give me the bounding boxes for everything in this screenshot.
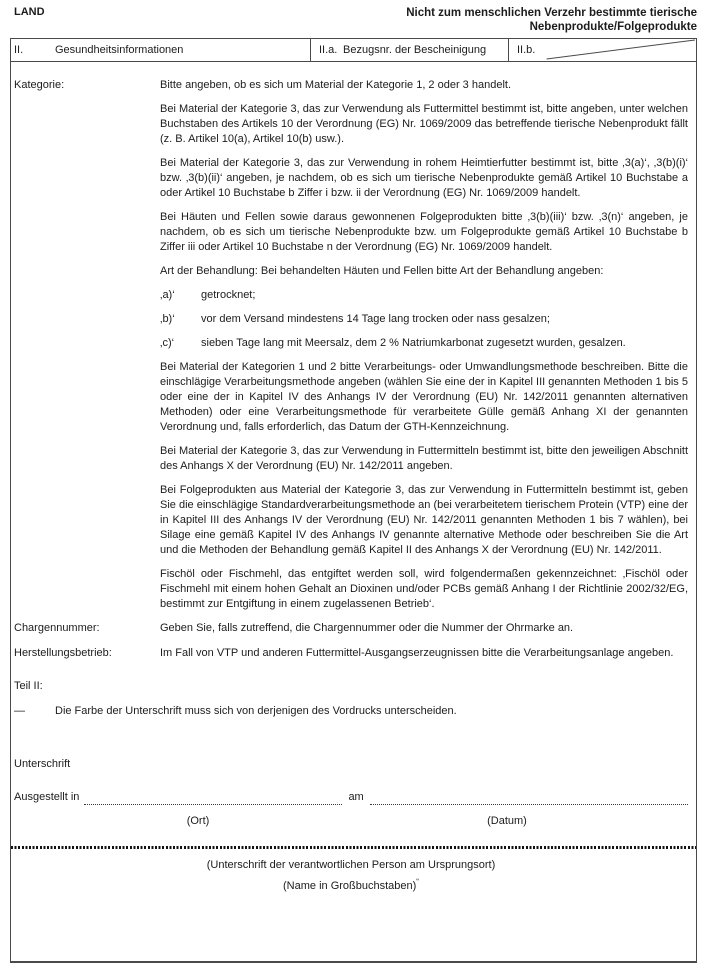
diagonal-strike-line	[509, 39, 696, 61]
issued-in-label: Ausgestellt in	[14, 791, 80, 803]
kategorie-label: Kategorie:	[14, 79, 65, 91]
paragraph: Bei Häuten und Fellen sowie daraus gewonnenen Folgeprodukten bitte ‚3(b)(iii)‘ bzw. ‚3(n)‘ angeben, je nachdem, ob es sich um tierische Nebenprodukte bzw. um Folgeprodukte gemäß Artikel 10 Buchstabe b Ziffer iii oder Artikel 10 Buchstabe n der Verordnung (EG) Nr. 1069/2009 handelt.	[160, 211, 688, 253]
chargennummer-row	[14, 621, 688, 636]
kategorie-content	[160, 78, 688, 612]
cell-reference-number	[310, 39, 508, 61]
treatment-item	[160, 288, 688, 303]
paragraph: Bei Folgeprodukten aus Material der Kategorie 3, das zur Verwendung in Futtermitteln bestimmt ist, geben Sie die einschlägige Standardverarbeitungsmethode an (bei verarbeitetem tierischem Protein (VTP) eine der in Kapitel III des Anhangs IV der Verordnung (EU) Nr. 142/2011 genannten Methoden 1 bis 7 wählen), bei Silage eine gemäß Kapitel IV des Anhangs IV genannte alternative Methode oder beschreiben Sie die Art und die Methoden der Behandlung gemäß Kapitel II des Anhangs X der Verordnung (EU) Nr. 142/2011.	[160, 484, 688, 556]
ort-caption: (Ort)	[186, 815, 210, 827]
name-caption-text: (Name in Großbuchstaben)	[283, 880, 417, 892]
treatment-marker: ‚c)‘	[160, 337, 175, 349]
name-caption	[14, 879, 688, 894]
treatment-item	[160, 312, 688, 327]
herstellungsbetrieb-text: Im Fall von VTP und anderen Futtermittel-Ausgangserzeugnissen bitte die Verarbeitungsanlage angeben.	[160, 647, 674, 659]
section-number: II.	[14, 44, 24, 56]
signature-line[interactable]	[11, 846, 696, 849]
herstellungsbetrieb-label: Herstellungsbetrieb:	[14, 647, 112, 659]
paragraph: Bei Material der Kategorien 1 und 2 bitte Verarbeitungs- oder Umwandlungsmethode beschreiben. Bitte die einschlägige Verarbeitungsmethode angeben (wählen Sie eine der in Kapitel III genannten Methoden 1 bis 5 oder eine der in Kapitel IV des Anhangs IV der Verordnung (EU) Nr. 142/2011 genannten alternativen Methoden) oder eine Verarbeitungsmethode für verarbeitete Gülle gemäß Anhang XI der genannten Verordnung und, falls erforderlich, das Datum der GTH-Kennzeichnung.	[160, 361, 688, 433]
notes-body	[11, 62, 696, 894]
treatment-marker: ‚a)‘	[160, 289, 175, 301]
treatment-text: getrocknet;	[201, 289, 256, 301]
document-title-line1: Nicht zum menschlichen Verzehr bestimmte tierische	[406, 7, 697, 19]
closing-quote-mark: “	[416, 877, 419, 887]
paragraph: Bitte angeben, ob es sich um Material der Kategorie 1, 2 oder 3 handelt.	[160, 79, 511, 91]
page-header	[14, 6, 697, 34]
field-captions-row	[14, 814, 688, 829]
section-label: Gesundheitsinformationen	[55, 44, 184, 56]
issued-row	[14, 790, 688, 805]
treatment-item	[160, 336, 688, 351]
teil-ii-label: Teil II:	[14, 680, 43, 692]
date-field[interactable]	[370, 792, 688, 805]
section-number: II.a.	[319, 44, 338, 56]
chargennummer-text: Geben Sie, falls zutreffend, die Chargennummer oder die Nummer der Ohrmarke an.	[160, 622, 574, 634]
paragraph: Fischöl oder Fischmehl, das entgiftet werden soll, wird folgendermaßen gekennzeichnet: ‚Fischöl oder Fischmehl mit einem hohen Gehalt an Dioxinen und/oder PCBs gemäß Anhang I der Richtlinie 2002/32/EG, bestimmt zur Entgiftung in einem zugelassenen Betrieb‘.	[160, 568, 688, 610]
document-title	[406, 6, 697, 34]
chargennummer-label: Chargennummer:	[14, 622, 100, 634]
country-label: LAND	[14, 6, 45, 18]
certificate-box	[10, 38, 697, 963]
treatment-text: vor dem Versand mindestens 14 Tage lang trocken oder nass gesalzen;	[201, 313, 550, 325]
cell-health-information	[11, 39, 310, 61]
place-field[interactable]	[84, 792, 342, 805]
treatment-marker: ‚b)‘	[160, 313, 175, 325]
section-number: II.b.	[517, 44, 536, 56]
unterschrift-label: Unterschrift	[14, 758, 71, 770]
datum-caption: (Datum)	[487, 815, 527, 827]
issued-am-label: am	[348, 791, 364, 803]
teil-ii-note-text: Die Farbe der Unterschrift muss sich von derjenigen des Vordrucks unterscheiden.	[55, 705, 457, 717]
kategorie-row	[14, 78, 688, 612]
dash-bullet: —	[14, 705, 25, 717]
section-label: Bezugsnr. der Bescheinigung	[343, 44, 487, 56]
paragraph: Bei Material der Kategorie 3, das zur Verwendung in Futtermitteln bestimmt ist, bitte den jeweiligen Abschnitt des Anhangs X der Verordnung (EU) Nr. 142/2011 angeben.	[160, 445, 688, 472]
cell-iib	[508, 39, 696, 61]
herstellungsbetrieb-row	[14, 646, 688, 661]
paragraph: Art der Behandlung: Bei behandelten Häuten und Fellen bitte Art der Behandlung angeben:	[160, 265, 604, 277]
signature-caption: (Unterschrift der verantwortlichen Person am Ursprungsort)	[206, 859, 496, 871]
document-title-line2: Nebenprodukte/Folgeprodukte	[529, 21, 697, 33]
paragraph: Bei Material der Kategorie 3, das zur Verwendung als Futtermittel bestimmt ist, bitte angeben, unter welchen Buchstaben des Artikels 10 der Verordnung (EG) Nr. 1069/2009 das betreffende tierische Nebenprodukt fällt (z. B. Artikel 10(a), Artikel 10(b) usw.).	[160, 103, 688, 145]
section-header-row	[11, 39, 696, 62]
teil-ii-note	[14, 704, 688, 719]
paragraph: Bei Material der Kategorie 3, das zur Verwendung in rohem Heimtierfutter bestimmt ist, bitte ‚3(a)‘, ‚3(b)(i)‘ bzw. ‚3(b)(ii)‘ angeben, je nachdem, ob es sich um tierische Nebenprodukte gemäß Artikel 10 Buchstabe a oder Artikel 10 Buchstabe b Ziffer i bzw. ii der Verordnung (EG) Nr. 1069/2009 handelt.	[160, 157, 688, 199]
treatment-text: sieben Tage lang mit Meersalz, dem 2 % Natriumkarbonat zugesetzt wurden, gesalzen.	[201, 337, 626, 349]
